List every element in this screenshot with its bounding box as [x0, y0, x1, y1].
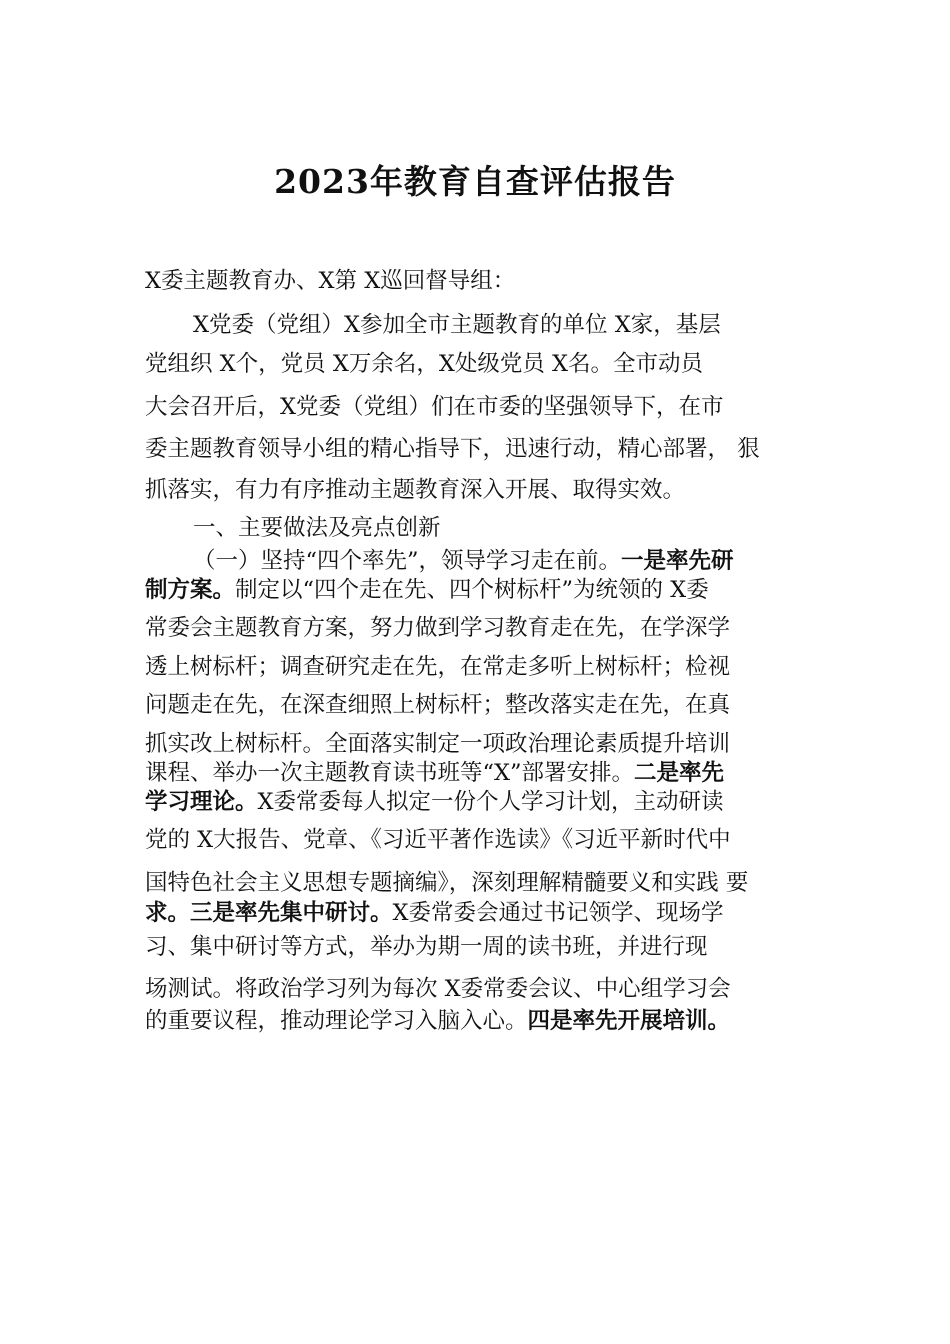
emphasis-text: 二是率先: [634, 760, 725, 786]
body-line: 制方案。制定以“四个走在先、四个树标杆”为统领的 X委: [145, 577, 709, 603]
body-line: 委主题教育领导小组的精心指导下，迅速行动，精心部署， 狠: [145, 436, 760, 462]
body-line: 习、集中研讨等方式，举办为期一周的读书班，并进行现: [145, 934, 708, 960]
body-line: 的重要议程，推动理论学习入脑入心。四是率先开展培训。: [145, 1008, 731, 1034]
body-line: 问题走在先，在深查细照上树标杆；整改落实走在先，在真: [145, 692, 731, 718]
section-heading: 一、主要做法及亮点创新: [193, 515, 441, 541]
body-line: 抓落实，有力有序推动主题教育深入开展、取得实效。: [145, 477, 686, 503]
body-line: 场测试。将政治学习列为每次 X委常委会议、中心组学习会: [145, 976, 731, 1002]
body-line: 党组织 X个，党员 X万余名，X处级党员 X名。全市动员: [145, 351, 704, 377]
emphasis-text: 一是率先研: [621, 548, 734, 574]
body-line: 透上树标杆；调查研究走在先，在常走多听上树标杆；检视: [145, 654, 731, 680]
body-line: 课程、举办一次主题教育读书班等“X”部署安排。二是率先: [145, 760, 725, 786]
body-line: 抓实改上树标杆。全面落实制定一项政治理论素质提升培训: [145, 731, 731, 757]
emphasis-text: 四是率先开展培训。: [527, 1008, 731, 1034]
body-line: 学习理论。X委常委每人拟定一份个人学习计划，主动研读: [145, 789, 724, 815]
emphasis-text: 学习理论。: [145, 789, 258, 815]
body-line: （一）坚持“四个率先”，领导学习走在前。一是率先研: [193, 548, 734, 574]
emphasis-text: 制方案。: [145, 577, 236, 603]
emphasis-text: 求。三是率先集中研讨。: [145, 900, 393, 926]
body-line: 常委会主题教育方案，努力做到学习教育走在先，在学深学: [145, 615, 731, 641]
body-line: 国特色社会主义思想专题摘编》，深刻理解精髓要义和实践 要: [145, 870, 749, 896]
body-line: 求。三是率先集中研讨。X委常委会通过书记领学、现场学: [145, 900, 724, 926]
body-line: 党的 X大报告、党章、《习近平著作选读》《习近平新时代中: [145, 827, 731, 853]
body-line: X党委（党组）X参加全市主题教育的单位 X家，基层: [193, 312, 721, 338]
body-line: 大会召开后，X党委（党组）们在市委的坚强领导下，在市: [145, 394, 724, 420]
document-title: 2023年教育自查评估报告: [274, 162, 676, 201]
salutation-line: X委主题教育办、X第 X巡回督导组：: [145, 268, 516, 294]
